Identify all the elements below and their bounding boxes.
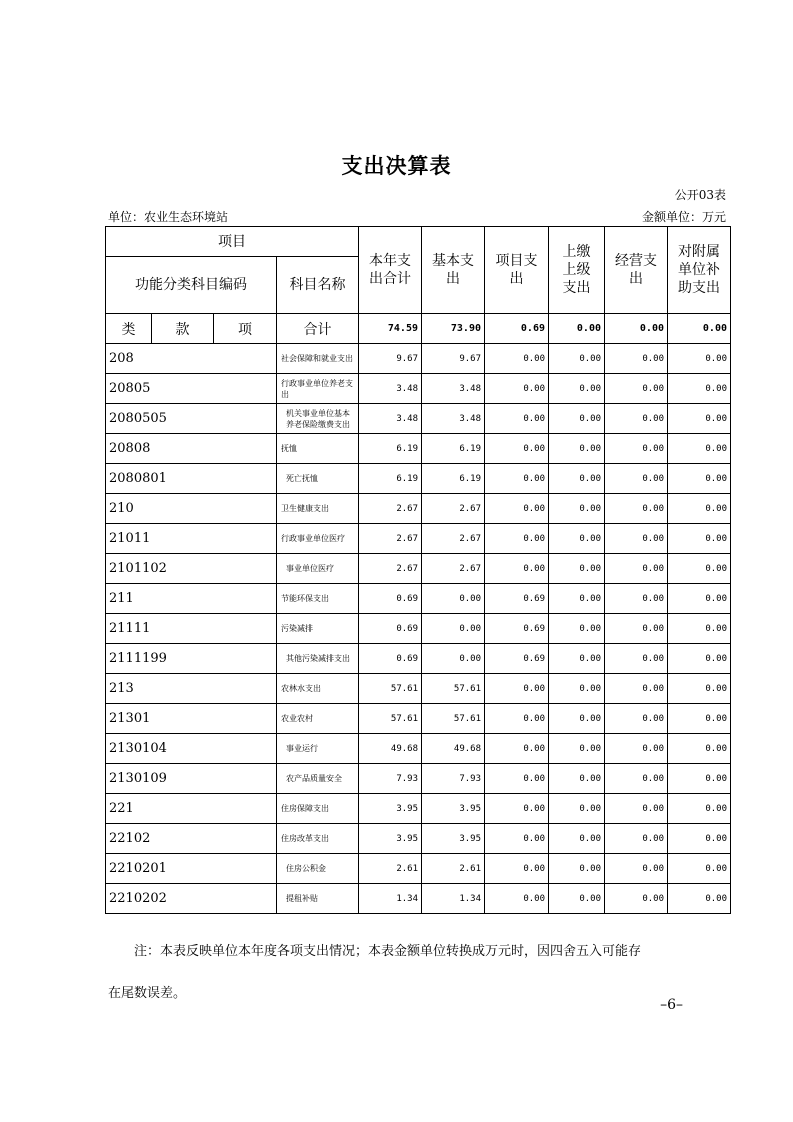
row-subject-name: 机关事业单位基本养老保险缴费支出 [277,404,359,434]
table-body [106,344,731,914]
total-basic: 73.90 [422,314,485,344]
header-subject-name: 科目名称 [277,257,359,314]
form-number: 公开03表 [674,188,726,202]
header-project: 项目 [106,227,359,257]
row-upper: 0.00 [549,854,605,884]
table-row [106,734,731,764]
row-total: 0.69 [359,584,422,614]
row-subsidy: 0.00 [668,464,731,494]
row-upper: 0.00 [549,374,605,404]
table-row [106,644,731,674]
row-subsidy: 0.00 [668,374,731,404]
row-project: 0.00 [485,464,549,494]
row-upper: 0.00 [549,764,605,794]
row-business: 0.00 [605,614,668,644]
row-total: 6.19 [359,434,422,464]
row-code: 2111199 [106,644,277,674]
row-project: 0.69 [485,614,549,644]
row-basic: 7.93 [422,764,485,794]
row-subsidy: 0.00 [668,524,731,554]
row-basic: 0.00 [422,644,485,674]
row-project: 0.00 [485,764,549,794]
row-basic: 3.48 [422,404,485,434]
row-code: 2210201 [106,854,277,884]
row-business: 0.00 [605,554,668,584]
row-subject-name: 抚恤 [277,434,359,464]
row-upper: 0.00 [549,824,605,854]
row-project: 0.00 [485,434,549,464]
row-subsidy: 0.00 [668,494,731,524]
row-business: 0.00 [605,404,668,434]
row-total: 3.95 [359,794,422,824]
table-row [106,344,731,374]
row-project: 0.00 [485,824,549,854]
row-subject-name: 行政事业单位医疗 [277,524,359,554]
row-business: 0.00 [605,524,668,554]
row-project: 0.00 [485,374,549,404]
row-subject-name: 社会保障和就业支出 [277,344,359,374]
row-business: 0.00 [605,704,668,734]
row-basic: 9.67 [422,344,485,374]
row-upper: 0.00 [549,614,605,644]
row-subsidy: 0.00 [668,884,731,914]
row-upper: 0.00 [549,584,605,614]
table-row [106,794,731,824]
row-business: 0.00 [605,674,668,704]
row-subsidy: 0.00 [668,344,731,374]
row-business: 0.00 [605,374,668,404]
row-total: 2.61 [359,854,422,884]
row-total: 57.61 [359,674,422,704]
row-project: 0.00 [485,524,549,554]
row-code: 221 [106,794,277,824]
header-basic-text: 基本支出 [432,253,474,287]
header-basic [422,227,485,314]
row-code: 2080505 [106,404,277,434]
header-lei: 类 [106,314,152,344]
row-upper: 0.00 [549,434,605,464]
row-basic: 6.19 [422,434,485,464]
row-business: 0.00 [605,734,668,764]
footnote-line-1: 注：本表反映单位本年度各项支出情况；本表金额单位转换成万元时，因四舍五入可能存 [134,944,642,959]
row-basic: 3.95 [422,824,485,854]
row-subject-name: 死亡抚恤 [277,464,359,494]
row-subsidy: 0.00 [668,764,731,794]
total-upper: 0.00 [549,314,605,344]
row-subject-name: 污染减排 [277,614,359,644]
row-basic: 3.95 [422,794,485,824]
table-row [106,554,731,584]
row-business: 0.00 [605,344,668,374]
table-row [106,764,731,794]
row-subject-name: 提租补贴 [277,884,359,914]
amount-unit-label: 金额单位：万元 [641,210,726,224]
row-code: 20808 [106,434,277,464]
row-total: 3.48 [359,374,422,404]
row-project: 0.00 [485,674,549,704]
row-total: 57.61 [359,704,422,734]
total-subsidy: 0.00 [668,314,731,344]
row-basic: 49.68 [422,734,485,764]
row-total: 1.34 [359,884,422,914]
row-upper: 0.00 [549,704,605,734]
table-row [106,464,731,494]
row-project: 0.00 [485,854,549,884]
header-total-text: 本年支出合计 [369,253,411,287]
row-upper: 0.00 [549,734,605,764]
row-basic: 2.67 [422,524,485,554]
total-sum: 74.59 [359,314,422,344]
total-label: 合计 [277,314,359,344]
row-project: 0.00 [485,884,549,914]
row-project: 0.69 [485,644,549,674]
header-xiang: 项 [214,314,277,344]
row-code: 2210202 [106,884,277,914]
row-subsidy: 0.00 [668,734,731,764]
row-business: 0.00 [605,464,668,494]
row-code: 2080801 [106,464,277,494]
table-row [106,404,731,434]
row-total: 0.69 [359,614,422,644]
header-subsidy [668,227,731,314]
row-project: 0.00 [485,404,549,434]
row-total: 0.69 [359,644,422,674]
row-subject-name: 农林水支出 [277,674,359,704]
row-project: 0.00 [485,794,549,824]
row-subsidy: 0.00 [668,404,731,434]
row-code: 2130104 [106,734,277,764]
row-subsidy: 0.00 [668,824,731,854]
header-project-expense [485,227,549,314]
row-upper: 0.00 [549,344,605,374]
row-upper: 0.00 [549,644,605,674]
row-project: 0.00 [485,494,549,524]
page-title: 支出决算表 [341,153,452,178]
row-subject-name: 事业运行 [277,734,359,764]
header-business-text: 经营支出 [615,253,657,287]
row-business: 0.00 [605,824,668,854]
row-subject-name: 住房公积金 [277,854,359,884]
row-upper: 0.00 [549,794,605,824]
header-business [605,227,668,314]
row-upper: 0.00 [549,494,605,524]
row-project: 0.69 [485,584,549,614]
row-code: 21301 [106,704,277,734]
header-total [359,227,422,314]
table-row [106,854,731,884]
row-subject-name: 卫生健康支出 [277,494,359,524]
row-basic: 0.00 [422,614,485,644]
table-row [106,524,731,554]
row-subject-name: 住房改革支出 [277,824,359,854]
row-subject-name: 事业单位医疗 [277,554,359,584]
row-code: 21111 [106,614,277,644]
row-total: 3.48 [359,404,422,434]
expenditure-table [105,226,731,914]
row-code: 208 [106,344,277,374]
row-total: 49.68 [359,734,422,764]
row-upper: 0.00 [549,554,605,584]
row-code: 21011 [106,524,277,554]
row-basic: 2.67 [422,494,485,524]
row-total: 9.67 [359,344,422,374]
row-subject-name: 住房保障支出 [277,794,359,824]
row-project: 0.00 [485,344,549,374]
row-subject-name: 农业农村 [277,704,359,734]
header-upper [549,227,605,314]
row-basic: 6.19 [422,464,485,494]
header-upper-text: 上缴上级支出 [562,244,591,296]
row-subject-name: 行政事业单位养老支出 [277,374,359,404]
row-basic: 1.34 [422,884,485,914]
total-business: 0.00 [605,314,668,344]
row-subject-name: 农产品质量安全 [277,764,359,794]
row-basic: 2.67 [422,554,485,584]
row-total: 2.67 [359,494,422,524]
row-subject-name: 节能环保支出 [277,584,359,614]
row-basic: 57.61 [422,674,485,704]
row-total: 6.19 [359,464,422,494]
row-code: 213 [106,674,277,704]
table-header [106,227,731,344]
row-business: 0.00 [605,584,668,614]
row-total: 3.95 [359,824,422,854]
row-upper: 0.00 [549,524,605,554]
table-row [106,674,731,704]
table-row [106,434,731,464]
row-subsidy: 0.00 [668,434,731,464]
row-basic: 3.48 [422,374,485,404]
row-business: 0.00 [605,854,668,884]
total-project: 0.69 [485,314,549,344]
row-upper: 0.00 [549,404,605,434]
table-row [106,704,731,734]
row-subsidy: 0.00 [668,554,731,584]
row-subject-name: 其他污染减排支出 [277,644,359,674]
table-row [106,584,731,614]
row-code: 22102 [106,824,277,854]
row-business: 0.00 [605,764,668,794]
row-business: 0.00 [605,494,668,524]
footnote-line-2: 在尾数误差。 [108,986,187,1001]
table-row [106,614,731,644]
row-subsidy: 0.00 [668,674,731,704]
header-subsidy-text: 对附属单位补助支出 [678,244,720,296]
row-business: 0.00 [605,884,668,914]
table-row [106,374,731,404]
row-subsidy: 0.00 [668,704,731,734]
row-total: 7.93 [359,764,422,794]
row-code: 2130109 [106,764,277,794]
table-row [106,494,731,524]
row-code: 211 [106,584,277,614]
header-func-code: 功能分类科目编码 [106,257,277,314]
table-row [106,884,731,914]
row-subsidy: 0.00 [668,584,731,614]
table-row [106,824,731,854]
row-total: 2.67 [359,524,422,554]
row-subsidy: 0.00 [668,614,731,644]
row-upper: 0.00 [549,674,605,704]
page-number: –6– [660,997,683,1013]
row-code: 2101102 [106,554,277,584]
row-subsidy: 0.00 [668,794,731,824]
row-business: 0.00 [605,434,668,464]
row-code: 210 [106,494,277,524]
row-project: 0.00 [485,554,549,584]
row-code: 20805 [106,374,277,404]
row-upper: 0.00 [549,464,605,494]
header-kuan: 款 [152,314,214,344]
row-business: 0.00 [605,794,668,824]
row-total: 2.67 [359,554,422,584]
row-project: 0.00 [485,704,549,734]
row-subsidy: 0.00 [668,644,731,674]
row-business: 0.00 [605,644,668,674]
header-project-expense-text: 项目支出 [495,253,538,287]
row-upper: 0.00 [549,884,605,914]
row-basic: 0.00 [422,584,485,614]
footnote [108,931,708,1015]
unit-label: 单位：农业生态环境站 [108,210,229,224]
row-basic: 2.61 [422,854,485,884]
row-project: 0.00 [485,734,549,764]
row-basic: 57.61 [422,704,485,734]
row-subsidy: 0.00 [668,854,731,884]
